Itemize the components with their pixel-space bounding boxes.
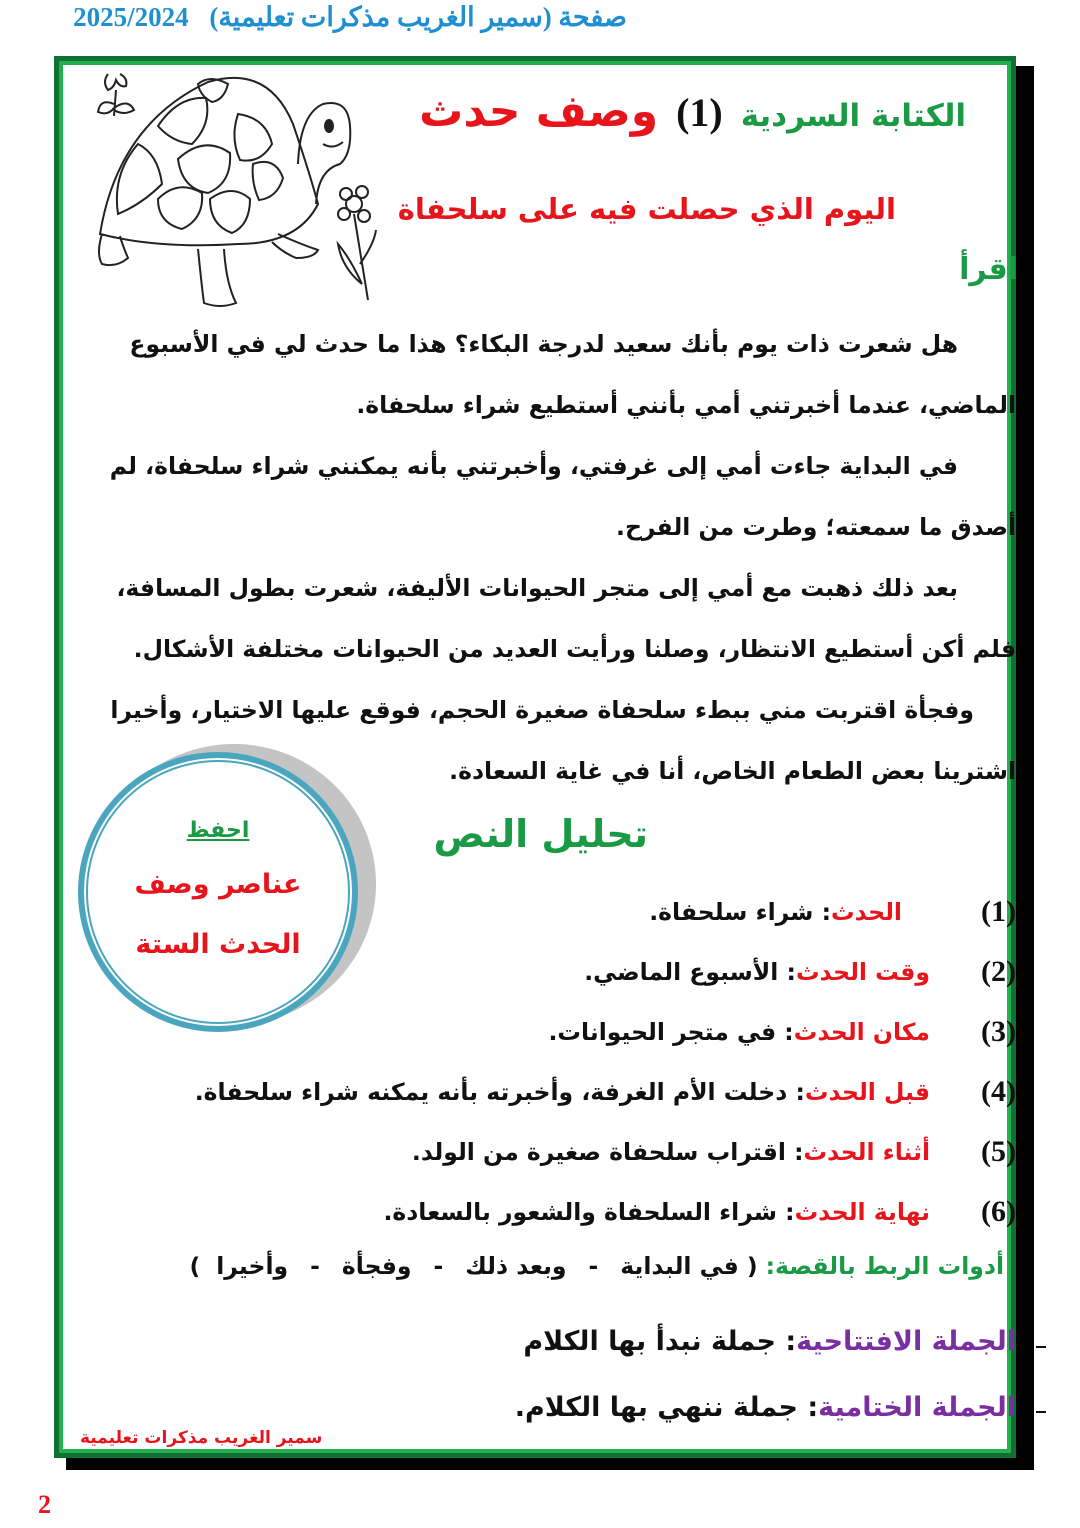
passage-line: فلم أكن أستطيع الانتظار، وصلنا ورأيت العديد من الحيوانات مختلفة الأشكال. [133,635,1016,663]
item-value: : الأسبوع الماضي. [584,958,796,986]
memorize-line-2: الحدث الستة [135,929,301,960]
signature: سمير الغريب مذكرات تعليمية [80,1428,323,1448]
passage-line: هل شعرت ذات يوم بأنك سعيد لدرجة البكاء؟ هذا ما حدث لي في الأسبوع [129,330,958,358]
read-label: اقرأ [959,252,1018,287]
page-content [54,56,1016,1458]
tick-mark [1036,1346,1046,1348]
opening-label: الجملة الافتتاحية [796,1326,1016,1357]
opening-value: : جملة نبدأ بها الكلام [523,1326,797,1357]
linking-tools: أدوات الربط بالقصة: ( في البداية - وبعد ذلك - وفجأة - وأخيرا ) [189,1252,1004,1280]
memorize-label: احفظ [186,818,250,843]
item-label: مكان الحدث [793,1018,930,1046]
reading-passage [106,314,1016,802]
passage-line: بعد ذلك ذهبت مع أمي إلى متجر الحيوانات الأليفة، شعرت بطول المسافة، [116,574,958,602]
story-title: اليوم الذي حصلت فيه على سلحفاة [397,192,896,226]
item-value: : شراء سلحفاة. [649,898,831,926]
item-label: وقت الحدث [795,958,930,986]
linking-tool: وفجأة [341,1252,412,1280]
item-number: (6) [981,1195,1016,1228]
tick-mark [1036,1411,1046,1413]
item-label: قبل الحدث [804,1078,930,1106]
title-row [419,86,966,137]
passage-line: في البداية جاءت أمي إلى غرفتي، وأخبرتني بأنه يمكنني شراء سلحفاة، لم [109,452,958,480]
item-number: (5) [981,1135,1016,1168]
analysis-item [116,882,1016,942]
analysis-item [116,1062,1016,1122]
passage-line: وفجأة اقتربت مني ببطء سلحفاة صغيرة الحجم، فوقع عليها الاختيار، وأخيرا [110,696,974,724]
passage-line: الماضي، عندما أخبرتني أمي بأنني أستطيع شراء سلحفاة. [356,391,1016,419]
passage-line: اشترينا بعض الطعام الخاص، أنا في غاية السعادة. [449,757,1016,785]
item-value: : دخلت الأم الغرفة، وأخبرته بأنه يمكنه شراء سلحفاة. [194,1078,805,1106]
lesson-number: (1) [676,90,723,135]
linking-tool: في البداية [620,1252,739,1280]
page-number: 2 [38,1490,51,1519]
analysis-item [116,942,1016,1002]
analysis-item [116,1002,1016,1062]
item-number: (4) [981,1075,1016,1108]
memorize-line-1: عناصر وصف [134,869,302,900]
linking-tool: وأخيرا [216,1252,289,1280]
opening-sentence [523,1326,1016,1357]
turtle-illustration-icon [78,64,378,310]
lesson-title: وصف حدث [419,86,659,137]
linking-tool: وبعد ذلك [465,1252,567,1280]
item-value: : شراء السلحفاة والشعور بالسعادة. [383,1198,795,1226]
item-number: (2) [981,955,1016,988]
analysis-title: تحليل النص [433,812,648,856]
item-label: أثناء الحدث [803,1138,930,1166]
linking-label: أدوات الربط بالقصة: [765,1252,1004,1280]
closing-label: الجملة الختامية [818,1392,1016,1423]
item-value: : في متجر الحيوانات. [548,1018,794,1046]
header-year: 2025/2024 [73,2,189,32]
analysis-item [116,1122,1016,1182]
analysis-item [116,1182,1016,1242]
section-label: الكتابة السردية [740,98,966,134]
passage-line: أصدق ما سمعته؛ وطرت من الفرح. [616,513,1016,541]
page-header [0,2,700,33]
header-page-label: صفحة (سمير الغريب مذكرات تعليمية) [209,2,627,32]
item-value: : اقتراب سلحفاة صغيرة من الولد. [411,1138,804,1166]
item-label: الحدث [830,898,902,926]
item-number: (3) [981,1015,1016,1048]
closing-sentence [515,1392,1016,1423]
closing-value: : جملة ننهي بها الكلام. [514,1392,819,1423]
item-number: (1) [981,895,1016,928]
item-label: نهاية الحدث [794,1198,930,1226]
analysis-list [116,882,1016,1242]
